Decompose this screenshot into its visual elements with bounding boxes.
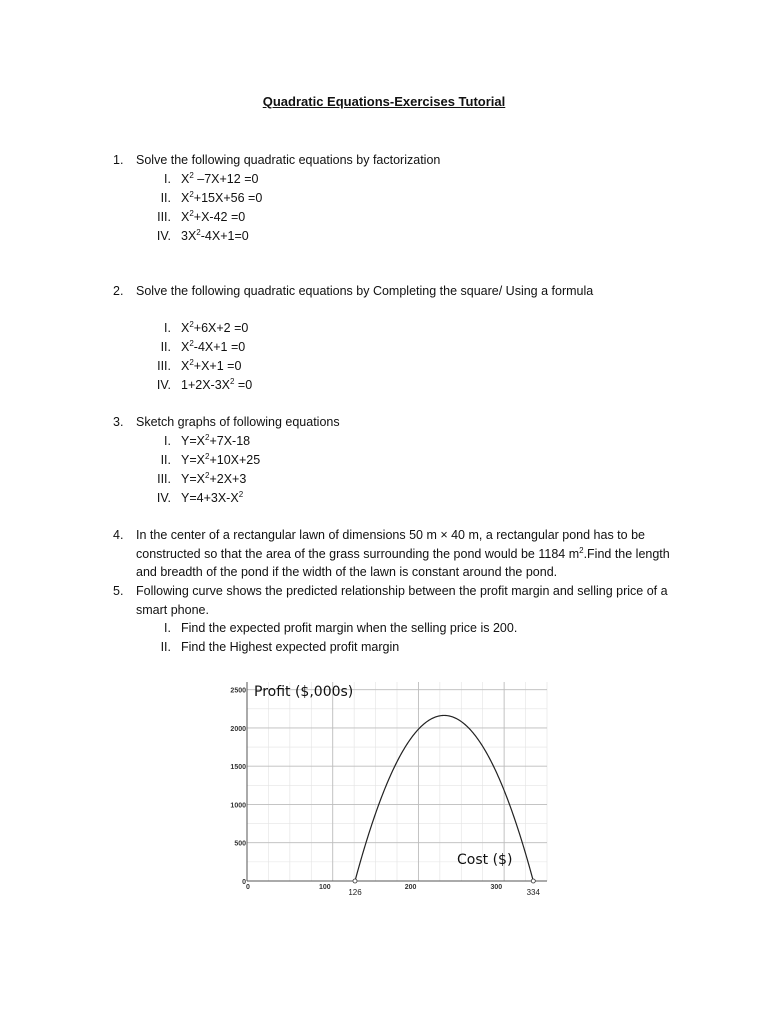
list-item bbox=[113, 451, 673, 470]
equation-list bbox=[113, 432, 673, 508]
equation: $X^2+X+1 =0$ bbox=[181, 357, 242, 373]
root-label: 334 bbox=[526, 888, 540, 897]
x-tick-label: 100 bbox=[319, 884, 331, 891]
x-tick-label: 0 bbox=[246, 884, 250, 891]
equation-list bbox=[113, 319, 673, 395]
question-3 bbox=[113, 413, 673, 508]
list-item bbox=[113, 170, 673, 189]
equation: $X^2+15X+56 =0$ bbox=[181, 189, 263, 205]
question-number: 4. bbox=[113, 528, 124, 542]
item-number: III. bbox=[157, 209, 171, 224]
question-text: In the center of a rectangular lawn of dimensions 50 m × 40 m, a rectangular pond has to be constructed so that the area of the grass surrounding the pond would be 1184 $m^2.Find$ the length and breadth of the pond if the width of the lawn is constant around the pond. bbox=[136, 528, 670, 579]
question-text: Following curve shows the predicted relationship between the profit margin and selling price of a smart phone. bbox=[136, 584, 668, 617]
list-item bbox=[113, 470, 673, 489]
equation: $1+2X-3X^2 =0$ bbox=[181, 376, 253, 392]
root-marker bbox=[531, 879, 535, 883]
y-tick-label: 1000 bbox=[230, 802, 246, 810]
list-item bbox=[113, 638, 673, 657]
question-number: 3. bbox=[113, 415, 124, 429]
y-axis-label: Profit ($,000s) bbox=[254, 684, 354, 700]
y-tick-label: 1500 bbox=[230, 764, 246, 772]
question-1 bbox=[113, 151, 673, 246]
item-number: III. bbox=[157, 358, 171, 373]
equation: $X^2+6X+2 =0$ bbox=[181, 319, 249, 335]
item-number: II. bbox=[160, 339, 171, 354]
equation: $3X^2-4X+1=0$ bbox=[181, 227, 249, 243]
item-number: II. bbox=[160, 452, 171, 467]
question-5 bbox=[113, 582, 673, 657]
list-item bbox=[113, 432, 673, 451]
item-number: II. bbox=[160, 640, 171, 654]
y-tick-label: 0 bbox=[242, 879, 246, 886]
page-title: Quadratic Equations-Exercises Tutorial bbox=[262, 94, 506, 109]
equation: $X^2$ –7X+12 =0 bbox=[181, 170, 259, 186]
list-item bbox=[113, 338, 673, 357]
x-tick-label: 300 bbox=[490, 884, 503, 891]
list-item bbox=[113, 227, 673, 246]
list-item bbox=[113, 208, 673, 227]
y-tick-label: 500 bbox=[234, 840, 246, 848]
profit-chart bbox=[210, 672, 555, 900]
list-item bbox=[113, 376, 673, 395]
equation-list bbox=[113, 170, 673, 246]
y-tick-label: 2000 bbox=[230, 725, 246, 733]
question-4 bbox=[113, 526, 673, 582]
item-number: I. bbox=[164, 433, 171, 448]
y-tick-label: 2500 bbox=[230, 687, 246, 695]
item-number: I. bbox=[164, 171, 171, 186]
sub-question-text: Find the expected profit margin when the selling price is 200. bbox=[181, 621, 518, 635]
equation: $X^2+X-42 =0$ bbox=[181, 208, 246, 224]
question-number: 2. bbox=[113, 284, 124, 298]
equation: $Y=X^2+7X-18$ bbox=[181, 432, 251, 448]
equation: $X^2-4X+1 =0$ bbox=[181, 338, 246, 354]
equation: $Y=X^2+2X+3$ bbox=[181, 470, 247, 486]
question-text: Solve the following quadratic equations by factorization bbox=[136, 153, 441, 167]
sub-question-list bbox=[113, 619, 673, 657]
item-number: IV. bbox=[156, 377, 171, 392]
item-number: I. bbox=[164, 320, 171, 335]
item-number: III. bbox=[157, 471, 171, 486]
sub-question-text: Find the Highest expected profit margin bbox=[181, 640, 400, 654]
list-item bbox=[113, 489, 673, 508]
question-2 bbox=[113, 282, 673, 395]
item-number: IV. bbox=[156, 490, 171, 505]
equation: $Y=4+3X-X^2$ bbox=[181, 489, 244, 505]
list-item bbox=[113, 357, 673, 376]
x-axis-label: Cost ($) bbox=[457, 852, 513, 869]
list-item bbox=[113, 189, 673, 208]
list-item bbox=[113, 619, 673, 638]
item-number: I. bbox=[164, 621, 171, 635]
question-text: Solve the following quadratic equations by Completing the square/ Using a formula bbox=[136, 284, 594, 298]
item-number: IV. bbox=[156, 228, 171, 243]
question-number: 5. bbox=[113, 584, 124, 598]
equation: $Y=X^2+10X+25$ bbox=[181, 451, 261, 467]
question-number: 1. bbox=[113, 153, 124, 167]
item-number: II. bbox=[160, 190, 171, 205]
question-text: Sketch graphs of following equations bbox=[136, 415, 340, 429]
x-tick-label: 200 bbox=[404, 884, 417, 891]
root-label: 126 bbox=[348, 888, 362, 897]
root-marker bbox=[353, 879, 357, 883]
list-item bbox=[113, 319, 673, 338]
